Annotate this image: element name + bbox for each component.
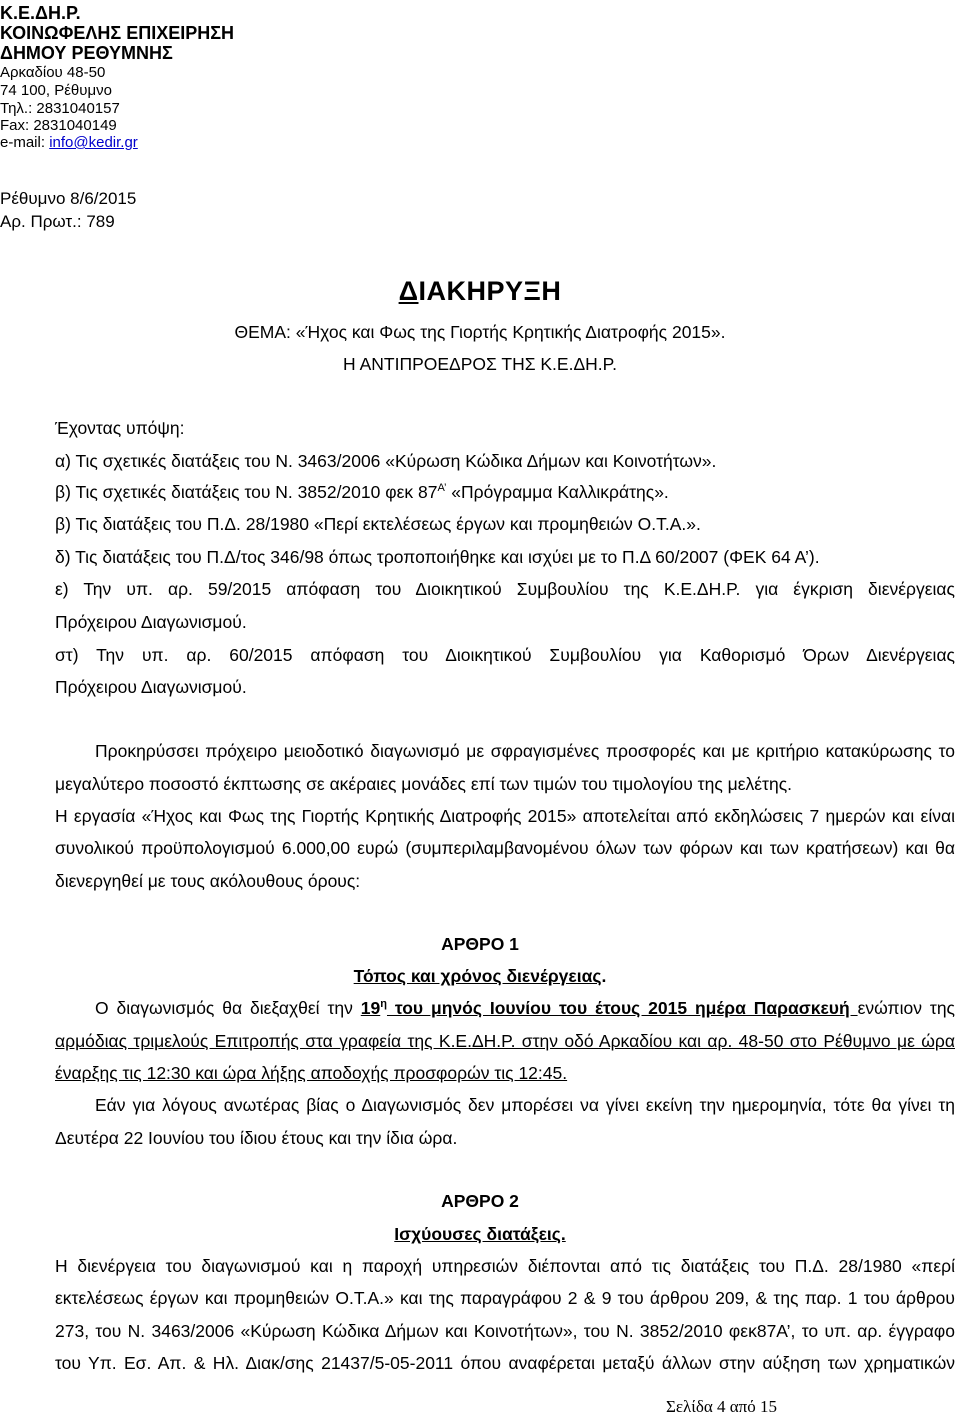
consideration-e-line1: ε) Την υπ. αρ. 59/2015 απόφαση του Διοικητικού Συμβουλίου της Κ.Ε.ΔΗ.Ρ. για έγκριση διενέργειας (55, 579, 955, 599)
protocol-number: Αρ. Πρωτ.: 789 (0, 212, 115, 231)
article1-line5: Δευτέρα 22 Ιουνίου του ίδιου έτους και την ίδια ώρα. (55, 1128, 458, 1148)
address-line1: Αρκαδίου 48-50 (0, 64, 106, 81)
announcement-p1-line2: μεγαλύτερο ποσοστό έκπτωσης σε ακέραιες μονάδες επί των τιμών του τιμολογίου της μελέτης. (55, 774, 792, 794)
announcement-p2-line2: συνολικού προϋπολογισμού 6.000,00 ευρώ (συμπεριλαμβανομένου όλων των φόρων και των κρατήσεων) και θα (55, 838, 955, 858)
article2-line2: εκτελέσεως έργων και προμηθειών Ο.Τ.Α.» και της παραγράφου 2 & 9 του άρθρου 209, & της παρ. 1 του άρθρου (55, 1288, 955, 1308)
subject-line: ΘΕΜΑ: «Ήχος και Φως της Γιορτής Κρητικής Διατροφής 2015». (234, 322, 726, 342)
email-label: e-mail: (0, 134, 50, 151)
article1-day: 19 (360, 998, 381, 1018)
article1-line1 (95, 998, 955, 1019)
consideration-b1 (55, 482, 669, 503)
article2-line4: του Υπ. Εσ. Απ. & Ηλ. Διακ/σης 21437/5-05-2011 όπου αναφέρεται μεταξύ άλλων στην αύξηση των χρηματικών (55, 1353, 955, 1373)
consideration-st-line2: Πρόχειρου Διαγωνισμού. (55, 677, 247, 697)
article1-subheading (0, 966, 960, 987)
announcement-p2-line1: Η εργασία «Ήχος και Φως της Γιορτής Κρητικής Διατροφής 2015» αποτελείται από εκδηλώσεις 7 ημερών και είναι (55, 806, 955, 826)
considerations-intro: Έχοντας υπόψη: (55, 418, 185, 438)
consideration-b2: β) Τις διατάξεις του Π.Δ. 28/1980 «Περί εκτελέσεως έργων και προμηθειών Ο.Τ.Α.». (55, 514, 701, 534)
title-rest: ΙΑΚΗΡΥΞΗ (418, 276, 562, 306)
document-title (0, 276, 960, 307)
article1-heading: ΑΡΘΡΟ 1 (441, 934, 519, 954)
org-name-line1: ΚΟΙΝΩΦΕΛΗΣ ΕΠΙΧΕΙΡΗΣΗ (0, 23, 235, 43)
org-short-name: Κ.Ε.ΔΗ.Ρ. (0, 3, 81, 23)
phone-number: Τηλ.: 2831040157 (0, 100, 120, 117)
article2-heading: ΑΡΘΡΟ 2 (441, 1191, 519, 1211)
consideration-b1-post: «Πρόγραμμα Καλλικράτης». (446, 482, 669, 502)
title-first-letter: Δ (398, 276, 419, 306)
address-line2: 74 100, Ρέθυμνο (0, 82, 112, 99)
consideration-e-line2: Πρόχειρου Διαγωνισμού. (55, 612, 247, 632)
article2-line3: 273, του Ν. 3463/2006 «Κύρωση Κώδικα Δήμων και Κοινοτήτων», του Ν. 3852/2010 φεκ87Α’, το υπ. αρ. έγγραφο (55, 1321, 955, 1341)
article1-subheading-period: . (601, 966, 607, 986)
article1-line2: αρμόδιας τριμελούς Επιτροπής στα γραφεία της Κ.Ε.ΔΗ.Ρ. στην οδό Αρκαδίου και αρ. 48-50 στο Ρέθυμνο με ώρα (55, 1031, 955, 1051)
issuer-line: Η ΑΝΤΙΠΡΟΕΔΡΟΣ ΤΗΣ Κ.Ε.ΔΗ.Ρ. (343, 354, 617, 374)
article1-line3: έναρξης τις 12:30 και ώρα λήξης αποδοχής προσφορών τις 12:45. (55, 1063, 568, 1083)
fax-number: Fax: 2831040149 (0, 117, 117, 134)
article2-line1: Η διενέργεια του διαγωνισμού και η παροχή υπηρεσιών διέπονται από τις διατάξεις του Π.Δ. 28/1980 «περί (55, 1256, 955, 1276)
document-date: Ρέθυμνο 8/6/2015 (0, 189, 137, 208)
page-number: Σελίδα 4 από 15 (666, 1397, 778, 1416)
article1-subheading-text: Τόπος και χρόνος διενέργειας (353, 966, 602, 986)
article1-line1-pre: Ο διαγωνισμός θα διεξαχθεί την (95, 998, 361, 1018)
announcement-p1-line1: Προκηρύσσει πρόχειρο μειοδοτικό διαγωνισμό με σφραγισμένες προσφορές και με κριτήριο κατακύρωσης το (95, 741, 955, 761)
email-link[interactable]: info@kedir.gr (49, 134, 138, 151)
announcement-p2-line3: διενεργηθεί με τους ακόλουθους όρους: (55, 871, 361, 891)
consideration-b1-text: β) Τις σχετικές διατάξεις του Ν. 3852/2010 φεκ 87 (55, 482, 438, 502)
consideration-b1-sup: Α’ (437, 482, 447, 495)
article1-day-sup: η (380, 998, 387, 1011)
consideration-st-line1: στ) Την υπ. αρ. 60/2015 απόφαση του Διοικητικού Συμβουλίου για Καθορισμό Όρων Διενέργειας (55, 645, 955, 665)
article1-line4: Εάν για λόγους ανωτέρας βίας ο Διαγωνισμός δεν μπορέσει να γίνει εκείνη την ημερομηνία, τότε θα γίνει τη (95, 1095, 955, 1115)
article2-subheading: Ισχύουσες διατάξεις. (394, 1224, 566, 1244)
org-name-line2: ΔΗΜΟΥ ΡΕΘΥΜΝΗΣ (0, 43, 173, 63)
consideration-a: α) Τις σχετικές διατάξεις του Ν. 3463/2006 «Κύρωση Κώδικα Δήμων και Κοινοτήτων». (55, 451, 717, 471)
article1-date-text: του μηνός Ιουνίου του έτους 2015 ημέρα Παρασκευή (386, 998, 858, 1018)
email-line (0, 135, 138, 150)
consideration-d: δ) Τις διατάξεις του Π.Δ/τος 346/98 όπως τροποποιήθηκε και ισχύει με το Π.Δ 60/2007 (ΦΕΚ 64 Α’). (55, 547, 820, 567)
article1-line1-post: ενώπιον της (857, 998, 955, 1018)
